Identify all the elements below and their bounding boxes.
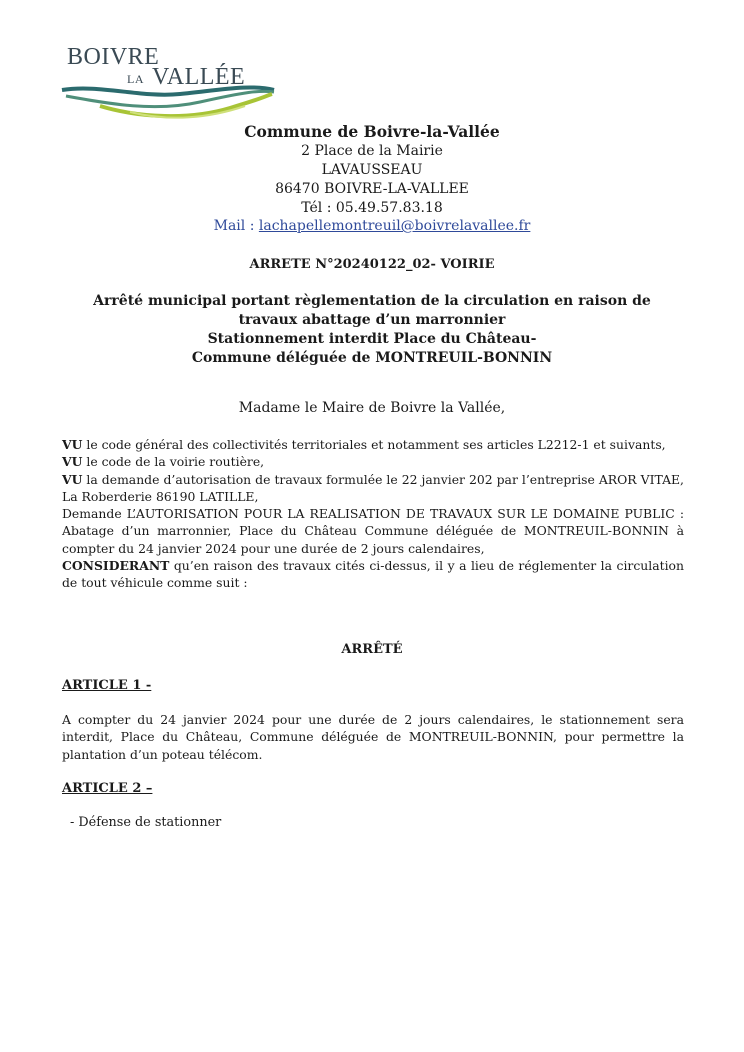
visa-3 [62, 471, 684, 506]
visa-keyword: VU [62, 471, 83, 487]
visas-block [62, 436, 684, 592]
article-2-item: - Défense de stationner [70, 815, 222, 830]
article-1-text: A compter du 24 janvier 2024 pour une durée de 2 jours calendaires, le stationnement sera interdit, Place du Château, Commune déléguée de MONTREUIL-BONNIN, pour permettre la plantation d’un poteau télécom. [62, 712, 684, 762]
decree-title-line-2: travaux abattage d’un marronnier [238, 312, 506, 328]
considerant-paragraph [62, 557, 684, 592]
request-paragraph: Demande L’AUTORISATION POUR LA REALISATION DE TRAVAUX SUR LE DOMAINE PUBLIC : Abatage d’un marronnier, Place du Château Commune déléguée de MONTREUIL-BONNIN à compter du 24 janvier 2024 pour une durée de 2 jours calendaires, [62, 506, 684, 556]
phone-number: Tél : 05.49.57.83.18 [301, 200, 443, 216]
visa-2 [62, 453, 684, 470]
considerant-text: qu’en raison des travaux cités ci-dessus, il y a lieu de réglementer la circulation de tout véhicule comme suit : [62, 558, 684, 591]
article-2-heading: ARTICLE 2 – [62, 781, 153, 796]
visa-keyword: VU [62, 437, 83, 452]
considerant-keyword: CONSIDERANT [62, 558, 170, 574]
article-1-heading: ARTICLE 1 - [62, 678, 152, 693]
commune-logo [60, 42, 280, 124]
logo-word-boivre: BOIVRE [67, 44, 160, 70]
address-street: 2 Place de la Mairie [301, 143, 443, 159]
mail-label: Mail : [213, 218, 259, 234]
decree-title-line-4: Commune déléguée de MONTREUIL-BONNIN [191, 350, 553, 366]
visa-text: le code de la voirie routière, [82, 454, 265, 470]
logo-word-la: LA [127, 72, 144, 86]
visa-keyword: VU [62, 454, 83, 470]
arrete-heading: ARRÊTÉ [341, 642, 403, 657]
mail-line [0, 218, 744, 234]
decree-reference: ARRETE N°20240122_02- VOIRIE [249, 257, 495, 272]
visa-1 [62, 436, 684, 453]
commune-name: Commune de Boivre-la-Vallée [244, 122, 500, 141]
salutation: Madame le Maire de Boivre la Vallée, [238, 400, 506, 416]
address-locality: LAVAUSSEAU [321, 162, 423, 178]
visa-text: la demande d’autorisation de travaux formulée le 22 janvier 202 par l’entreprise AROR VITAE, La Roberderie 86190 LATILLE, [62, 471, 684, 504]
logo-wave-icon [60, 82, 280, 124]
logo-word-vallee: VALLÉE [152, 64, 246, 90]
address-postcode-city: 86470 BOIVRE-LA-VALLEE [275, 181, 469, 197]
visa-text: le code général des collectivités territoriales et notamment ses articles L2212-1 et suivants, [82, 437, 666, 452]
decree-title-line-3: Stationnement interdit Place du Château- [207, 331, 537, 347]
mail-link[interactable]: lachapellemontreuil@boivrelavallee.fr [258, 218, 531, 234]
decree-title-line-1: Arrêté municipal portant règlementation de la circulation en raison de [93, 293, 651, 309]
